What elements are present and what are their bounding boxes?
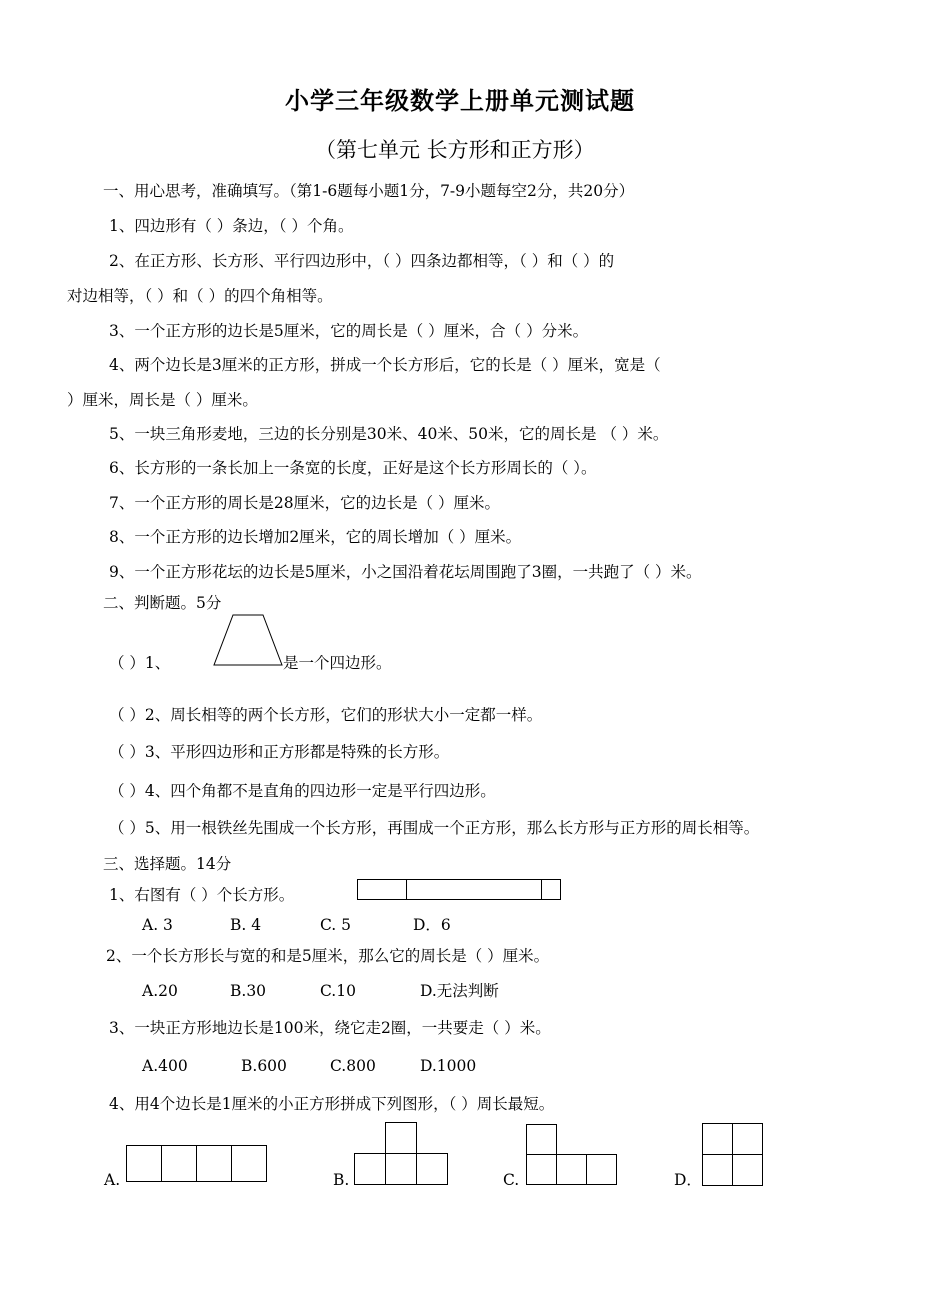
shape-d-square-4	[733, 1155, 763, 1186]
section2-heading: 二、判断题。5分	[103, 594, 222, 612]
s3-q1-option-b: B. 4	[230, 916, 262, 934]
s1-question-2-line1: 2、在正方形、长方形、平行四边形中，（ ）四条边都相等，（ ）和（ ）的	[109, 252, 615, 270]
s3-q1-option-d: D．6	[413, 916, 451, 934]
s1-question-5: 5、一块三角形麦地，三边的长分别是30米、40米、50米，它的周长是 （ ）米。	[109, 425, 669, 443]
s1-question-9: 9、一个正方形花坛的边长是5厘米，小之国沿着花坛周围跑了3圈，一共跑了（ ）米。	[109, 563, 702, 581]
s3-q2-option-a: A.20	[142, 982, 178, 1000]
s3-q3-option-b: B.600	[241, 1057, 287, 1075]
shape-d-square-3	[703, 1155, 733, 1186]
shape-b-square-top	[386, 1123, 417, 1154]
shape-a-square-2	[162, 1146, 197, 1182]
shape-c-square-1	[527, 1155, 557, 1185]
s3-q3-option-c: C.800	[330, 1057, 376, 1075]
shape-d-square-2	[733, 1124, 763, 1155]
s2-question-5: （ ）5、用一根铁丝先围成一个长方形，再围成一个正方形，那么长方形与正方形的周长相等。	[109, 819, 760, 837]
s3-q2-option-c: C.10	[320, 982, 356, 1000]
shape-b-square-2	[386, 1154, 417, 1185]
s2-question-1-suffix: 是一个四边形。	[283, 654, 392, 672]
s3-question-3: 3、一块正方形地边长是100米，绕它走2圈，一共要走（ ）米。	[109, 1019, 551, 1037]
s3-question-1: 1、右图有（ ）个长方形。	[109, 886, 295, 904]
s1-question-8: 8、一个正方形的边长增加2厘米，它的周长增加（ ）厘米。	[109, 528, 522, 546]
s2-question-1-prefix: （ ）1、	[109, 654, 171, 672]
trapezoid-figure	[213, 614, 283, 666]
section1-heading: 一、用心思考，准确填写。（第1-6题每小题1分，7-9小题每空2分，共20分）	[103, 182, 635, 200]
trapezoid-shape	[214, 615, 282, 665]
shape-a-figure	[126, 1145, 271, 1185]
s3-q4-option-c: C.	[503, 1171, 520, 1189]
shape-c-square-2	[557, 1155, 587, 1185]
s1-question-4-line1: 4、两个边长是3厘米的正方形，拼成一个长方形后，它的长是（ ）厘米，宽是（	[109, 356, 661, 374]
s3-q1-option-c: C. 5	[320, 916, 352, 934]
s2-question-4: （ ）4、四个角都不是直角的四边形一定是平行四边形。	[109, 782, 496, 800]
s3-q2-option-d: D.无法判断	[420, 982, 499, 1000]
s1-question-7: 7、一个正方形的周长是28厘米，它的边长是（ ）厘米。	[109, 494, 501, 512]
outer-rectangle	[358, 880, 561, 900]
s1-question-4-line2: ）厘米，周长是（ ）厘米。	[67, 391, 258, 409]
s3-q3-option-a: A.400	[142, 1057, 188, 1075]
s1-question-2-line2: 对边相等，（ ）和（ ）的四个角相等。	[67, 287, 333, 305]
shape-d-square-1	[703, 1124, 733, 1155]
page-title: 小学三年级数学上册单元测试题	[285, 86, 635, 115]
shape-c-square-3	[587, 1155, 617, 1185]
shape-a-square-4	[232, 1146, 267, 1182]
s2-question-2: （ ）2、周长相等的两个长方形，它们的形状大小一定都一样。	[109, 706, 543, 724]
s3-q1-option-a: A. 3	[142, 916, 173, 934]
page-subtitle: （第七单元 长方形和正方形）	[315, 138, 595, 162]
segmented-rectangle-figure	[357, 879, 562, 901]
section3-heading: 三、选择题。14分	[103, 855, 232, 873]
s3-q3-option-d: D.1000	[420, 1057, 477, 1075]
shape-d-figure	[702, 1123, 767, 1188]
s3-q4-option-b: B.	[333, 1171, 350, 1189]
s1-question-1: 1、四边形有（ ）条边，（ ）个角。	[109, 217, 354, 235]
s1-question-3: 3、一个正方形的边长是5厘米，它的周长是（ ）厘米，合（ ）分米。	[109, 322, 589, 340]
s3-question-4: 4、用4个边长是1厘米的小正方形拼成下列图形，（ ）周长最短。	[109, 1095, 555, 1113]
s1-question-6: 6、长方形的一条长加上一条宽的长度，正好是这个长方形周长的（ ）。	[109, 459, 597, 477]
shape-a-square-1	[127, 1146, 162, 1182]
shape-b-square-3	[417, 1154, 448, 1185]
shape-a-square-3	[197, 1146, 232, 1182]
shape-b-figure	[354, 1122, 449, 1187]
s3-q4-option-d: D．	[674, 1171, 702, 1189]
shape-b-square-1	[355, 1154, 386, 1185]
s3-q4-option-a: A.	[104, 1171, 121, 1189]
s3-question-2: 2、一个长方形长与宽的和是5厘米，那么它的周长是（ ）厘米。	[106, 947, 550, 965]
shape-c-square-top	[527, 1125, 557, 1155]
shape-c-figure	[526, 1124, 621, 1189]
s2-question-3: （ ）3、平形四边形和正方形都是特殊的长方形。	[109, 743, 450, 761]
s3-q2-option-b: B.30	[230, 982, 267, 1000]
